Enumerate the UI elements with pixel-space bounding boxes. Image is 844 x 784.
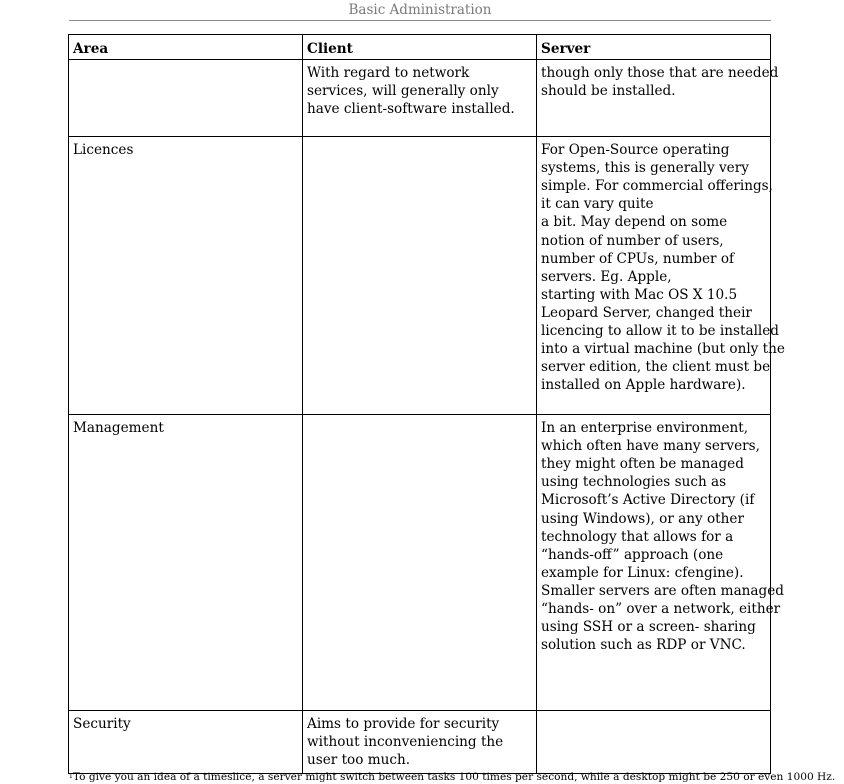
text-line: servers. Eg. Apple, xyxy=(541,268,672,285)
table-row xyxy=(69,60,771,137)
text-line: using SSH or a screen- sharing xyxy=(541,619,756,636)
footnote-text: To give you an idea of a timeslice, a server might switch between tasks 100 times per second, while a desktop might be 250 or even 1000 Hz. xyxy=(72,771,836,783)
cell-client xyxy=(303,137,537,415)
text-line: server edition, the client must be xyxy=(541,359,771,376)
text-line: Leopard Server, changed their xyxy=(541,304,752,321)
table-header-row xyxy=(69,35,771,60)
text-line: solution such as RDP or VNC. xyxy=(541,637,746,654)
table-row xyxy=(69,711,771,774)
text-line: licencing to allow it to be installed xyxy=(541,323,780,340)
cell-client xyxy=(303,60,537,137)
cell-client xyxy=(303,415,537,711)
table-row xyxy=(69,137,771,415)
cell-server xyxy=(537,711,771,774)
text-line: With regard to network xyxy=(307,65,470,82)
cell-area: Licences xyxy=(69,137,303,415)
column-header-client: Client xyxy=(303,35,537,60)
running-header: Basic Administration xyxy=(69,0,771,21)
text-line: though only those that are needed xyxy=(541,65,779,82)
cell-client: Aims to provide for security without inconveniencing the user too much. xyxy=(303,711,537,774)
text-line: systems, this is generally very xyxy=(541,160,749,177)
text-line: Microsoft’s Active Directory (if xyxy=(541,492,755,509)
text-line: technology that allows for a xyxy=(541,528,734,545)
text-line: simple. For commercial offerings, xyxy=(541,178,773,195)
cell-server xyxy=(537,60,779,137)
text-line: it can vary quite xyxy=(541,196,654,213)
text-line: into a virtual machine (but only the xyxy=(541,341,785,358)
text-line: installed on Apple hardware). xyxy=(541,377,746,394)
text-line: a bit. May depend on some xyxy=(541,214,728,231)
text-line: Smaller servers are often managed xyxy=(541,582,784,599)
text-line: should be installed. xyxy=(541,83,676,100)
table-row xyxy=(69,415,771,711)
cell-area: Management xyxy=(69,415,303,711)
text-line: using Windows), or any other xyxy=(541,510,744,527)
text-line: For Open-Source operating xyxy=(541,142,730,159)
text-line: services, will generally only xyxy=(307,83,499,100)
text-line: “hands- on” over a network, either xyxy=(541,601,781,618)
column-header-area: Area xyxy=(69,35,303,60)
footnote xyxy=(69,771,836,784)
text-line: number of CPUs, number of xyxy=(541,250,735,267)
cell-server xyxy=(537,415,784,711)
footnote-marker: 1 xyxy=(69,773,73,780)
text-line: “hands-off” approach (one xyxy=(541,546,724,563)
cell-area: Security xyxy=(69,711,303,774)
comparison-table xyxy=(68,34,785,774)
text-line: they might often be managed xyxy=(541,456,744,473)
cell-server xyxy=(537,137,785,415)
text-line: example for Linux: cfengine). xyxy=(541,564,744,581)
text-line: which often have many servers, xyxy=(541,438,760,455)
text-line: starting with Mac OS X 10.5 xyxy=(541,286,738,303)
cell-area xyxy=(69,60,303,137)
column-header-server: Server xyxy=(537,35,771,60)
text-line: notion of number of users, xyxy=(541,232,724,249)
text-line: have client-software installed. xyxy=(307,101,515,118)
text-line: using technologies such as xyxy=(541,474,727,491)
text-line: In an enterprise environment, xyxy=(541,420,749,437)
